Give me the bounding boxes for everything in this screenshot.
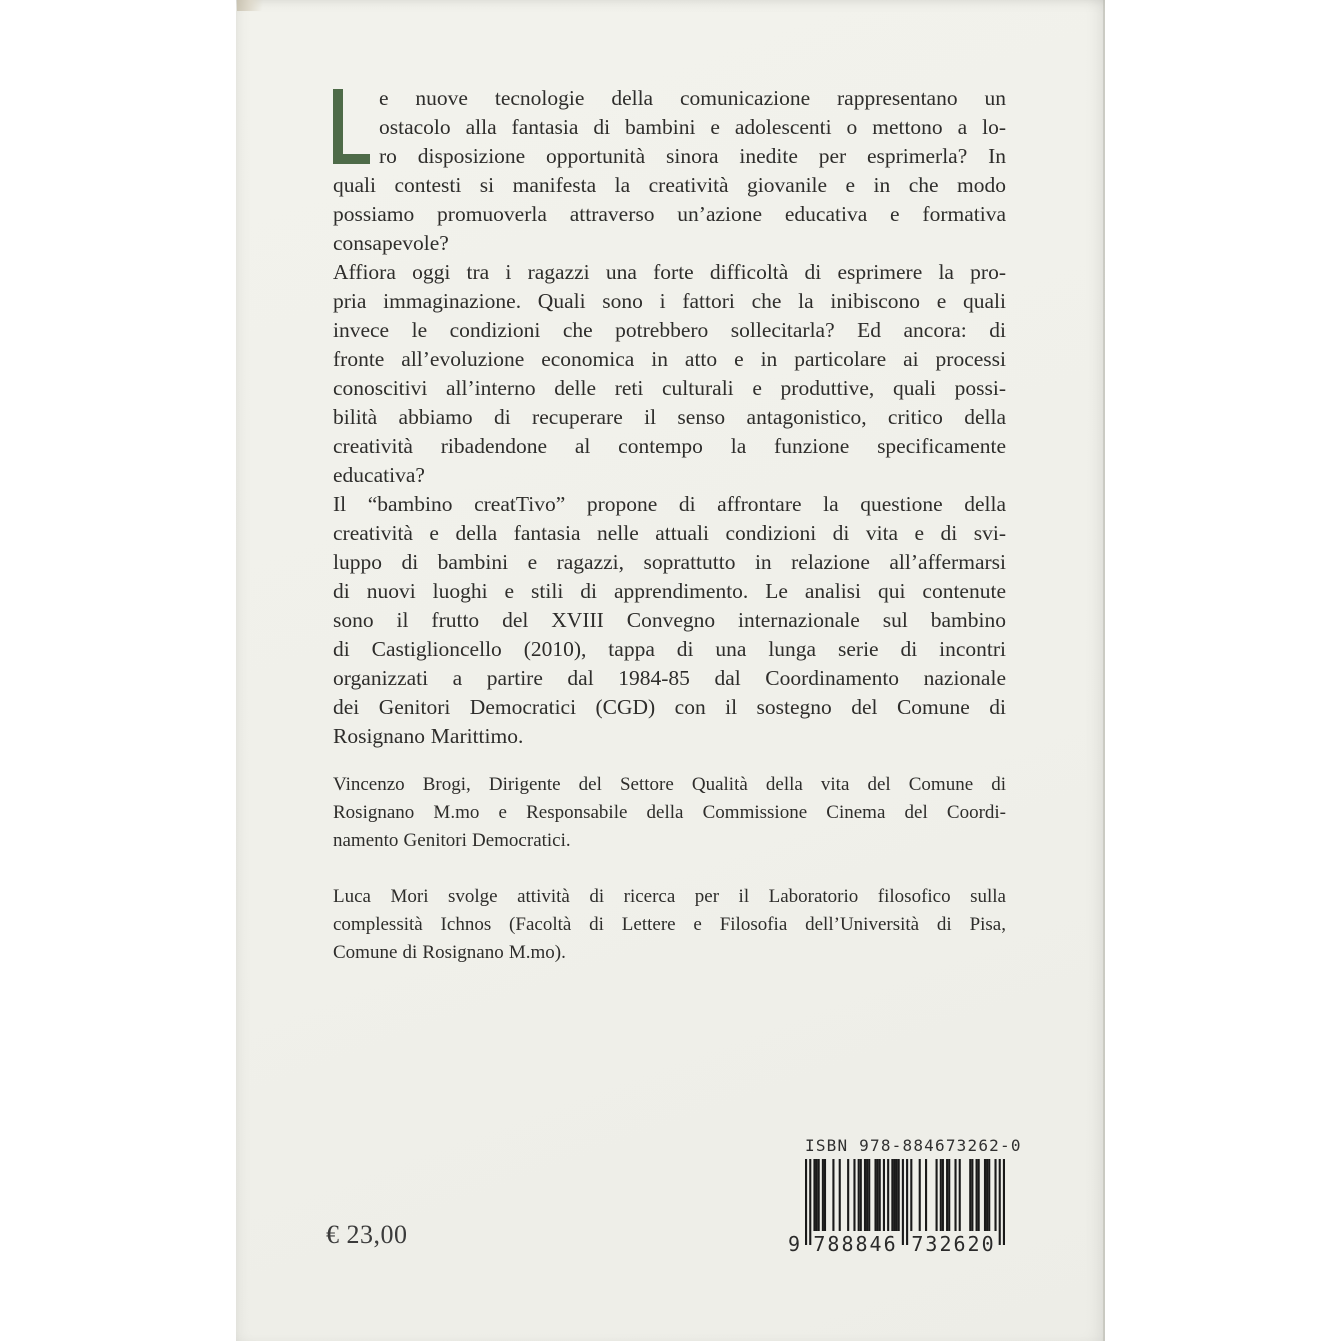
- author-note-vincenzo-brogi: [333, 771, 1006, 855]
- text-line: Rosignano M.mo e Responsabile della Commissione Cinema del Coordi-: [333, 802, 1006, 823]
- text-line: Rosignano Marittimo.: [333, 724, 524, 748]
- author-note-luca-mori: [333, 883, 1006, 967]
- text-line: educativa?: [333, 463, 425, 487]
- text-line: conoscitivi all’interno delle reti culturali e produttive, quali possi-: [333, 376, 1006, 400]
- corner-wear-mark: [237, 0, 271, 11]
- text-line: possiamo promuoverla attraverso un’azione educativa e formativa: [333, 202, 1006, 226]
- text-line: sono il frutto del XVIII Convegno internazionale sul bambino: [333, 608, 1006, 632]
- text-line: ostacolo alla fantasia di bambini e adolescenti o mettono a lo-: [379, 115, 1006, 139]
- text-line: ro disposizione opportunità sinora inedite per esprimerla? In: [379, 144, 1006, 168]
- barcode-block: [788, 1136, 1022, 1261]
- text-line: quali contesti si manifesta la creatività giovanile e in che modo: [333, 173, 1006, 197]
- text-line: Luca Mori svolge attività di ricerca per il Laboratorio filosofico sulla: [333, 886, 1006, 907]
- synopsis-paragraph-1: [333, 84, 1006, 258]
- text-line: creatività ribadendone al contempo la funzione specificamente: [333, 434, 1006, 458]
- synopsis-text-block: [333, 84, 1006, 967]
- text-line: di nuovi luoghi e stili di apprendimento. Le analisi qui contenute: [333, 579, 1006, 603]
- text-line: complessità Ichnos (Facoltà di Lettere e Filosofia dell’Università di Pisa,: [333, 914, 1006, 935]
- text-line: invece le condizioni che potrebbero sollecitarla? Ed ancora: di: [333, 318, 1006, 342]
- text-line: dei Genitori Democratici (CGD) con il sostegno del Comune di: [333, 695, 1006, 719]
- ean-left-group: 788846: [813, 1232, 898, 1256]
- text-line: Comune di Rosignano M.mo).: [333, 942, 566, 963]
- text-line: creatività e della fantasia nelle attuali condizioni di vita e di svi-: [333, 521, 1006, 545]
- text-line: di Castiglioncello (2010), tappa di una lunga serie di incontri: [333, 637, 1006, 661]
- text-line: Vincenzo Brogi, Dirigente del Settore Qualità della vita del Comune di: [333, 774, 1006, 795]
- isbn-label: ISBN 978-884673262-0: [805, 1136, 1022, 1155]
- synopsis-paragraph-2: [333, 258, 1006, 490]
- text-line: Il “bambino creatTivo” propone di affrontare la questione della: [333, 492, 1006, 516]
- ean-right-group: 732620: [911, 1232, 996, 1256]
- drop-cap-letter-L: [333, 89, 370, 164]
- synopsis-paragraph-3: [333, 490, 1006, 751]
- text-line: fronte all’evoluzione economica in atto e in particolare ai processi: [333, 347, 1006, 371]
- text-line: bilità abbiamo di recuperare il senso antagonistico, critico della: [333, 405, 1006, 429]
- text-line: luppo di bambini e ragazzi, soprattutto in relazione all’affermarsi: [333, 550, 1006, 574]
- price-label: € 23,00: [326, 1220, 408, 1249]
- ean-digit-first: 9: [788, 1232, 801, 1256]
- text-line: pria immaginazione. Quali sono i fattori che la inibiscono e quali: [333, 289, 1006, 313]
- text-line: Affiora oggi tra i ragazzi una forte difficoltà di esprimere la pro-: [333, 260, 1006, 284]
- text-line: organizzati a partire dal 1984-85 dal Coordinamento nazionale: [333, 666, 1006, 690]
- text-line: namento Genitori Democratici.: [333, 830, 571, 851]
- text-line: e nuove tecnologie della comunicazione rappresentano un: [379, 86, 1006, 110]
- text-line: consapevole?: [333, 231, 449, 255]
- book-back-cover: [236, 0, 1105, 1341]
